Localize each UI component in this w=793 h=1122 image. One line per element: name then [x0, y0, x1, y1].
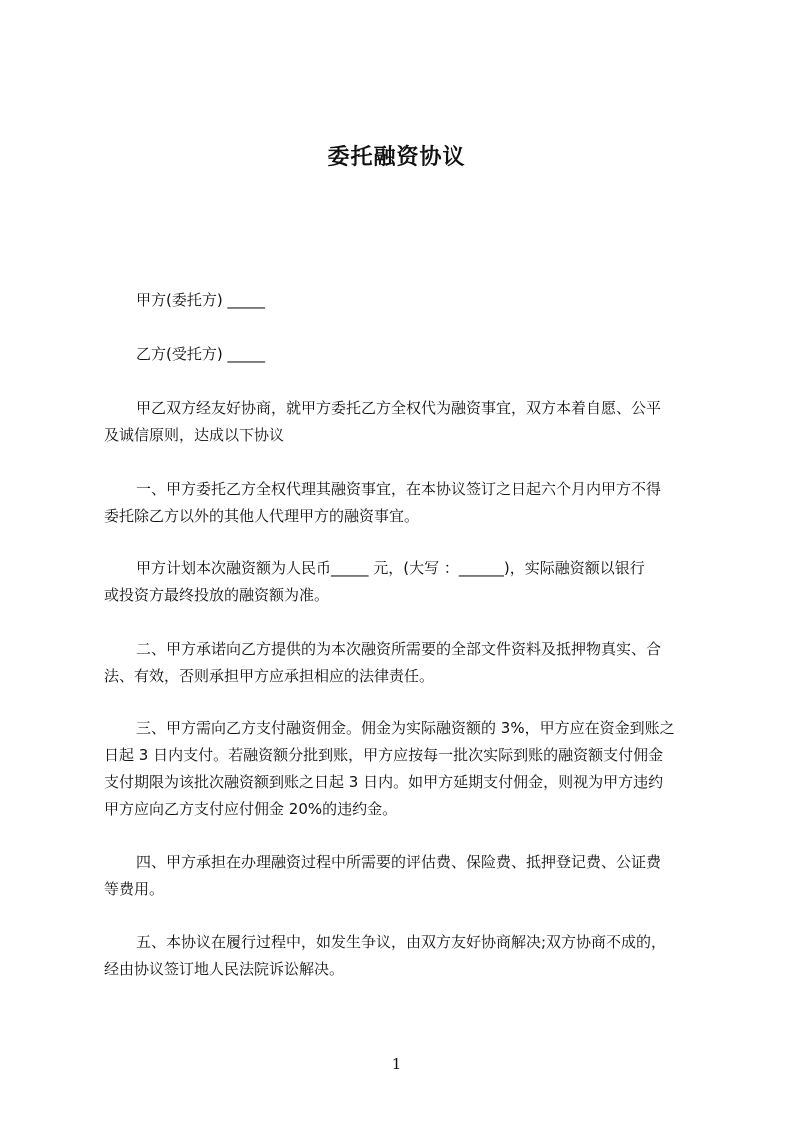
clause1-line-2: 委托除乙方以外的其他人代理甲方的融资事宜。 [104, 507, 420, 525]
clause2-line-1: 二、甲方承诺向乙方提供的为本次融资所需要的全部文件资料及抵押物真实、合 [136, 640, 662, 658]
clause1-amount-line-1: 甲方计划本次融资额为人民币_____ 元，(大写 ：______)，实际融资额以银行 [136, 559, 645, 577]
clause3-line-2: 日起 3 日内支付。若融资额分批到账，甲方应按每一批次实际到账的融资额支付佣金 [104, 746, 664, 764]
clause1-line-1: 一、甲方委托乙方全权代理其融资事宜，在本协议签订之日起六个月内甲方不得 [136, 480, 662, 498]
page-number: 1 [391, 1055, 402, 1073]
preamble-line-1: 甲乙双方经友好协商，就甲方委托乙方全权代为融资事宜，双方本着自愿、公平 [136, 399, 662, 417]
clause1-amount-line-2: 或投资方最终投放的融资额为准。 [104, 586, 330, 604]
clause4-line-1: 四、甲方承担在办理融资过程中所需要的评估费、保险费、抵押登记费、公证费 [136, 853, 662, 871]
party-b-line: 乙方(受托方) _____ [136, 345, 265, 363]
document-title: 委托融资协议 [327, 145, 466, 170]
party-a-line: 甲方(委托方) _____ [136, 291, 265, 309]
clause3-line-1: 三、甲方需向乙方支付融资佣金。佣金为实际融资额的 3%，甲方应在资金到账之 [136, 719, 675, 737]
clause3-line-4: 甲方应向乙方支付应付佣金 20%的违约金。 [104, 800, 398, 818]
clause5-line-2: 经由协议签订地人民法院诉讼解决。 [104, 960, 345, 978]
clause4-line-2: 等费用。 [104, 880, 165, 898]
clause5-line-1: 五、本协议在履行过程中，如发生争议，由双方友好协商解决;双方协商不成的， [136, 933, 667, 951]
clause2-line-2: 法、有效，否则承担甲方应承担相应的法律责任。 [104, 667, 435, 685]
clause3-line-3: 支付期限为该批次融资额到账之日起 3 日内。如甲方延期支付佣金，则视为甲方违约 [104, 773, 664, 791]
preamble-line-2: 及诚信原则，达成以下协议 [104, 426, 285, 444]
